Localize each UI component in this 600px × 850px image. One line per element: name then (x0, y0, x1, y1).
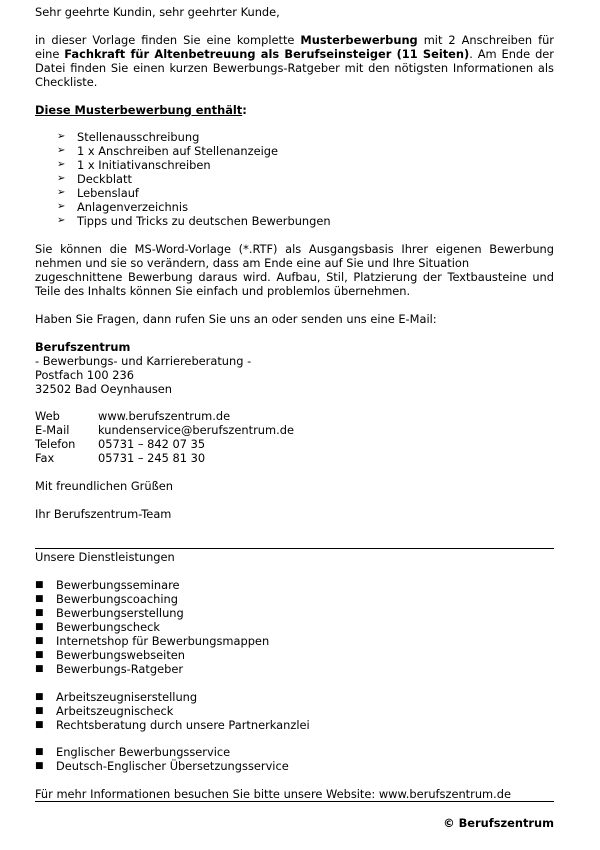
square-bullet-icon: ■ (35, 720, 44, 730)
service-list-item-label: Rechtsberatung durch unsere Partnerkanzlei (56, 718, 310, 732)
service-list-item-label: Arbeitszeugnischeck (56, 704, 174, 718)
company-tagline: - Bewerbungs- und Karriereberatung - (35, 354, 252, 368)
arrow-bullet-icon: ➢ (57, 145, 66, 156)
intro-text: in dieser Vorlage finden Sie eine komplette (35, 33, 301, 47)
service-list-item-label: Englischer Bewerbungsservice (56, 745, 231, 759)
body-paragraph-line-3: zugeschnittene Bewerbung daraus wird. Aufbau, Stil, Platzierung der Textbausteine und (35, 270, 554, 284)
contents-list-item-label: Tipps und Tricks zu deutschen Bewerbungen (77, 214, 331, 228)
service-list-item-label: Arbeitszeugniserstellung (56, 690, 198, 704)
square-bullet-icon: ■ (35, 761, 44, 771)
company-name: Berufszentrum (35, 340, 131, 354)
contents-heading-text: Diese Musterbewerbung enthält (35, 103, 243, 117)
square-bullet-icon: ■ (35, 706, 44, 716)
arrow-bullet-icon: ➢ (57, 187, 66, 198)
square-bullet-icon: ■ (35, 650, 44, 660)
arrow-bullet-icon: ➢ (57, 215, 66, 226)
square-bullet-icon: ■ (35, 594, 44, 604)
signature: Ihr Berufszentrum-Team (35, 507, 172, 521)
divider-bottom (35, 801, 554, 802)
contents-list-item-label: 1 x Anschreiben auf Stellenanzeige (77, 144, 279, 158)
square-bullet-icon: ■ (35, 692, 44, 702)
service-list-item-label: Bewerbungsseminare (56, 578, 180, 592)
square-bullet-icon: ■ (35, 622, 44, 632)
square-bullet-icon: ■ (35, 580, 44, 590)
body-paragraph-line-1: Sie können die MS-Word-Vorlage (*.RTF) als Ausgangsbasis Ihrer eigenen Bewerbung (35, 242, 554, 256)
intro-line-3: Datei finden Sie einen kurzen Bewerbungs-Ratgeber mit den nötigsten Informationen als (35, 61, 554, 75)
service-list-item-label: Bewerbungswebseiten (56, 648, 186, 662)
contact-phone-label: Telefon (35, 437, 76, 451)
contents-heading (35, 103, 247, 117)
arrow-bullet-icon: ➢ (57, 173, 66, 184)
questions-text: Haben Sie Fragen, dann rufen Sie uns an oder senden uns eine E-Mail: (35, 312, 437, 326)
contents-list-item-label: Stellenausschreibung (77, 130, 200, 144)
postal-city: 32502 Bad Oeynhausen (35, 382, 173, 396)
service-list-item-label: Bewerbungs-Ratgeber (56, 662, 184, 676)
divider-top (35, 548, 554, 549)
intro-bold-musterbewerbung: Musterbewerbung (300, 33, 418, 47)
contact-email-label: E-Mail (35, 423, 70, 437)
body-paragraph-line-4: Teile des Inhalts können Sie einfach und problemlos übernehmen. (35, 284, 411, 298)
square-bullet-icon: ■ (35, 747, 44, 757)
contact-web-link[interactable]: www.berufszentrum.de (98, 409, 231, 423)
website-info: Für mehr Informationen besuchen Sie bitte unsere Website: www.berufszentrum.de (35, 787, 512, 801)
service-list-item-label: Deutsch-Englischer Übersetzungsservice (56, 759, 289, 773)
intro-text: eine (35, 47, 65, 61)
contents-list-item-label: Deckblatt (77, 172, 132, 186)
contact-fax-label: Fax (35, 451, 55, 465)
contents-list-item-label: 1 x Initiativanschreiben (77, 158, 211, 172)
body-paragraph-line-2: nehmen und sie so verändern, dass am Ende eine auf Sie und Ihre Situation (35, 256, 470, 270)
services-heading: Unsere Dienstleistungen (35, 550, 175, 564)
intro-text: . Am Ende der (469, 47, 554, 61)
contents-list-item-label: Anlagenverzeichnis (77, 200, 188, 214)
contents-heading-colon: : (242, 103, 247, 117)
intro-line-1 (35, 33, 554, 47)
service-list-item-label: Bewerbungscoaching (56, 592, 178, 606)
postal-box: Postfach 100 236 (35, 368, 135, 382)
service-list-item-label: Bewerbungserstellung (56, 606, 184, 620)
arrow-bullet-icon: ➢ (57, 159, 66, 170)
intro-bold-job-title: Fachkraft für Altenbetreuung als Berufseinsteiger (11 Seiten) (64, 47, 470, 61)
square-bullet-icon: ■ (35, 664, 44, 674)
square-bullet-icon: ■ (35, 608, 44, 618)
arrow-bullet-icon: ➢ (57, 201, 66, 212)
contact-phone-value: 05731 – 842 07 35 (98, 437, 206, 451)
copyright: © Berufszentrum (443, 816, 554, 830)
intro-text: mit 2 Anschreiben für (417, 33, 554, 47)
intro-line-4: Checkliste. (35, 75, 98, 89)
contact-fax-value: 05731 – 245 81 30 (98, 451, 206, 465)
arrow-bullet-icon: ➢ (57, 131, 66, 142)
salutation: Sehr geehrte Kundin, sehr geehrter Kunde, (35, 5, 280, 19)
contents-list-item-label: Lebenslauf (77, 186, 139, 200)
contact-email-link[interactable]: kundenservice@berufszentrum.de (98, 423, 294, 437)
contact-web-label: Web (35, 409, 60, 423)
square-bullet-icon: ■ (35, 636, 44, 646)
service-list-item-label: Bewerbungscheck (56, 620, 161, 634)
service-list-item-label: Internetshop für Bewerbungsmappen (56, 634, 270, 648)
closing: Mit freundlichen Grüßen (35, 479, 173, 493)
intro-line-2 (35, 47, 554, 61)
